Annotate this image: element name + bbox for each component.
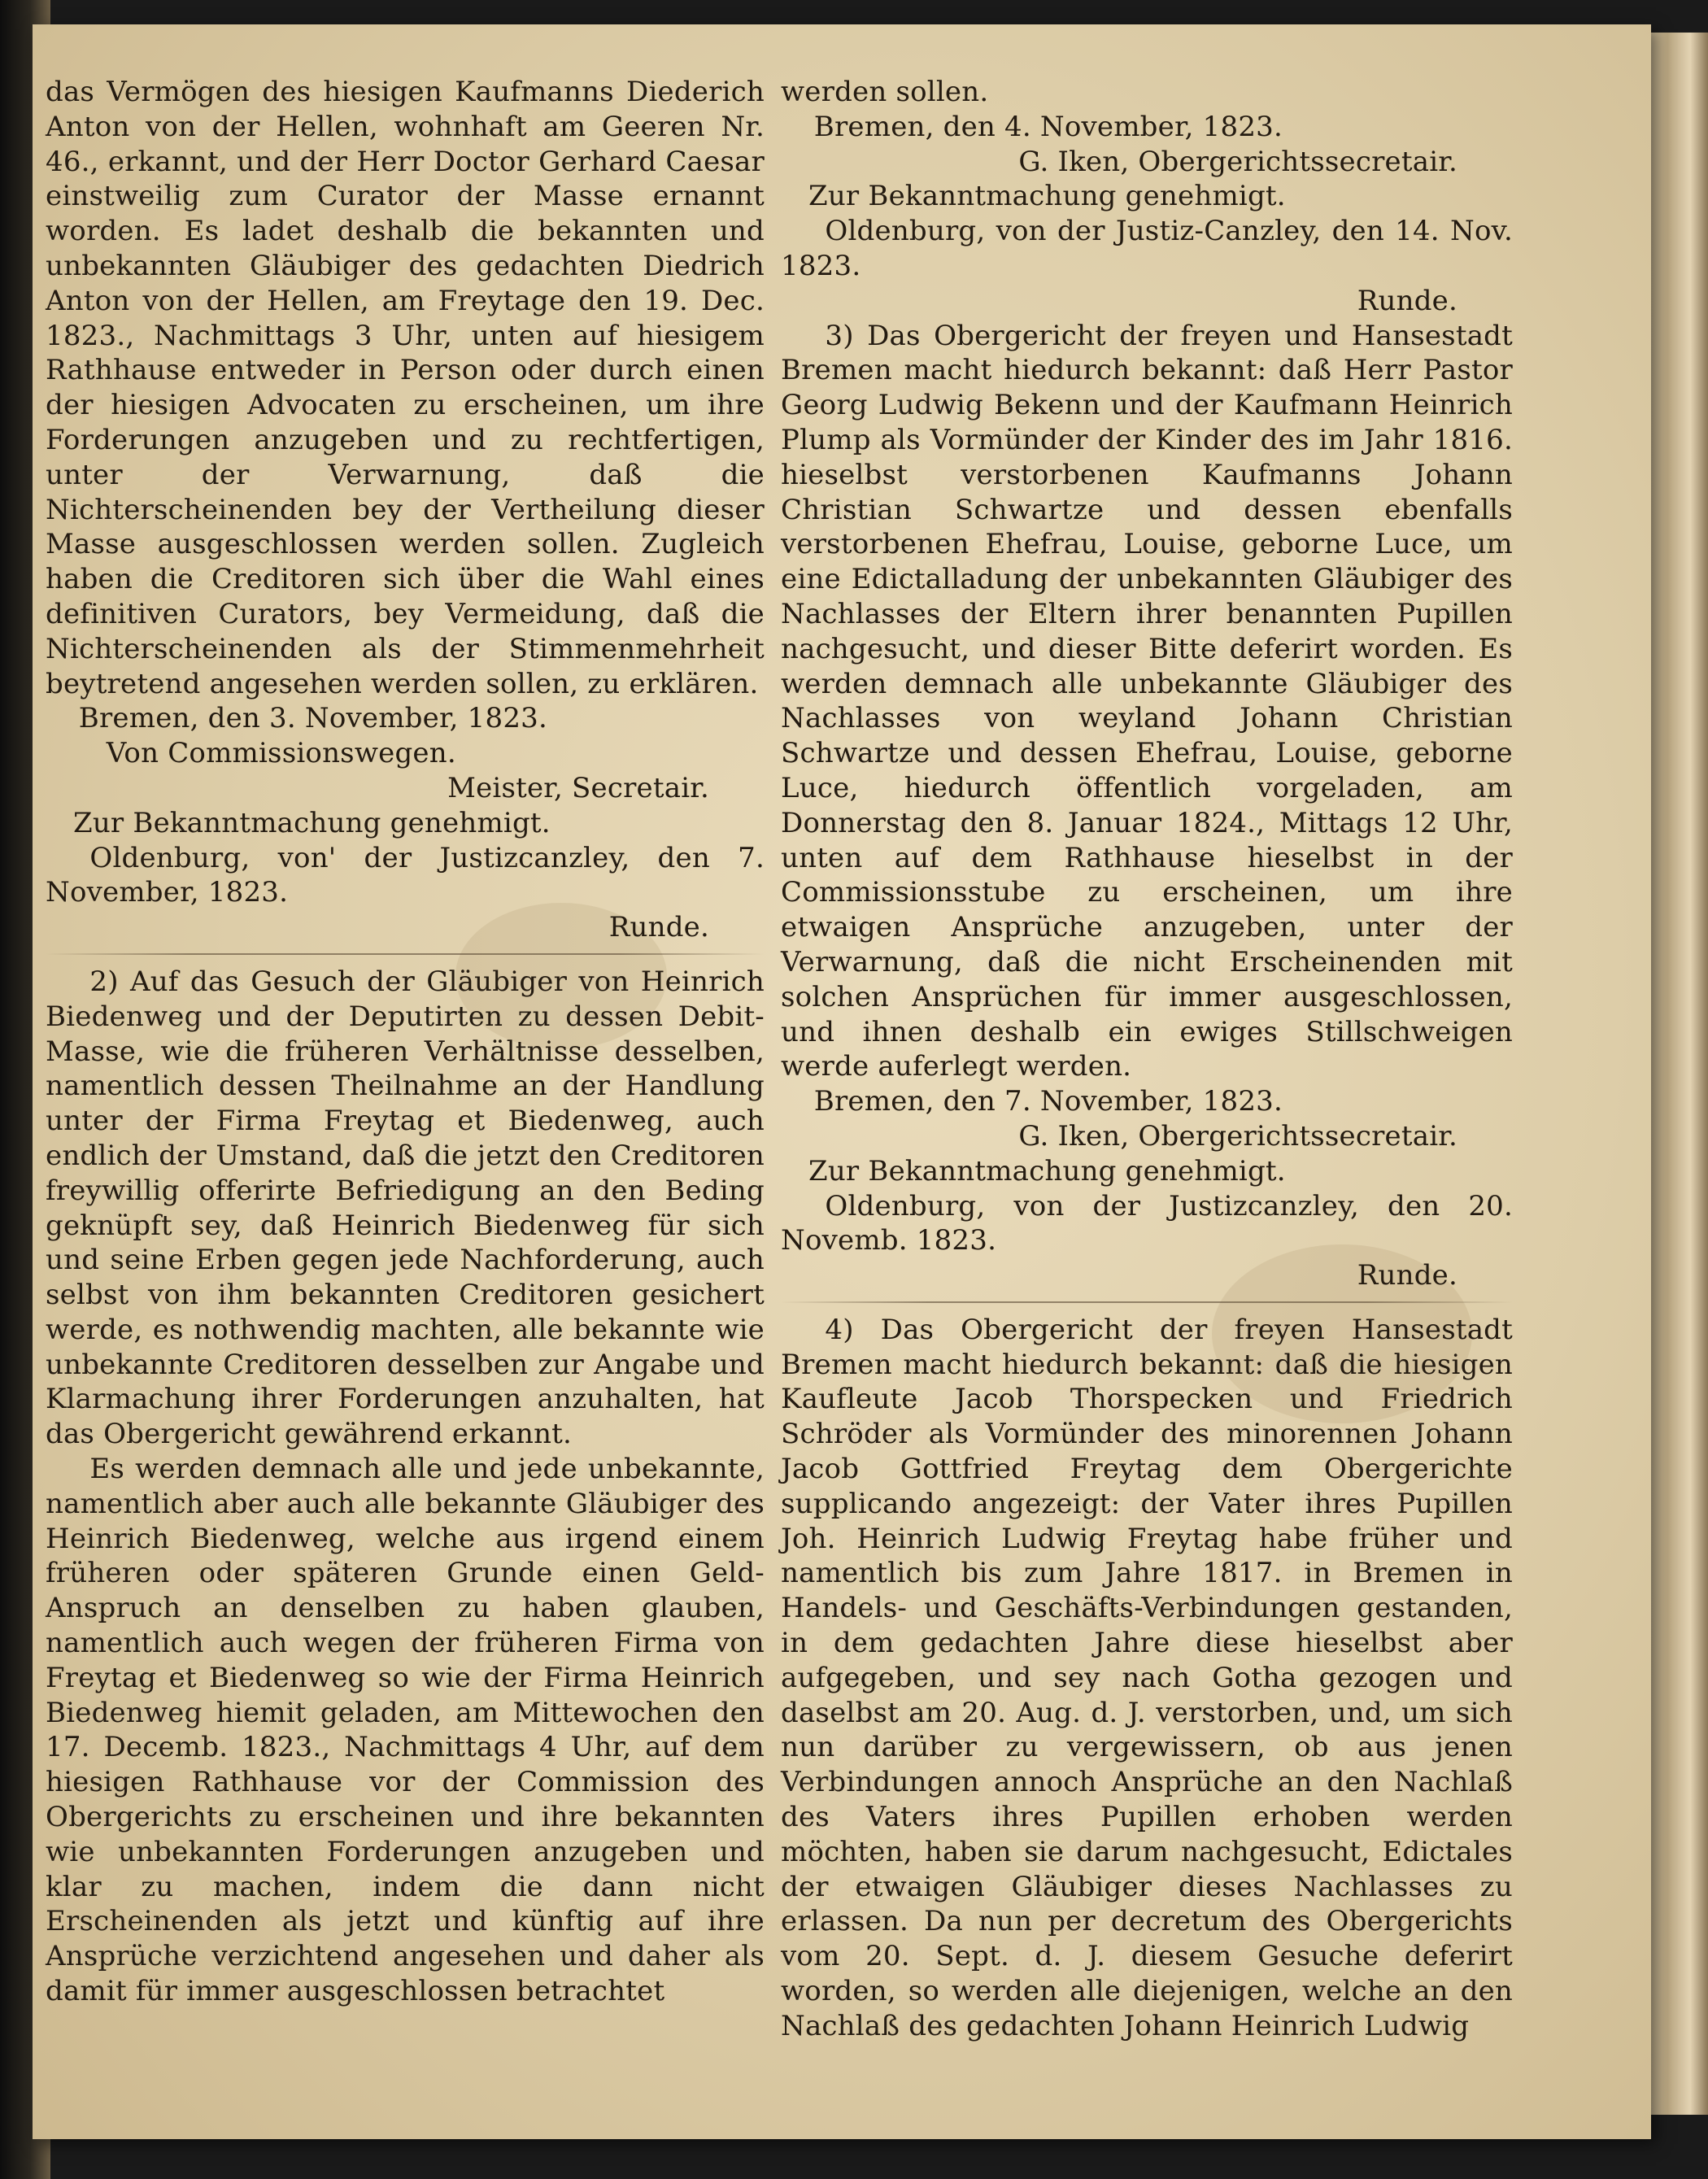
dateline: Bremen, den 4. November, 1823. bbox=[813, 110, 1283, 143]
approval-line: Zur Bekanntmachung genehmigt. bbox=[808, 1154, 1286, 1188]
signature: G. Iken, Obergerichtssecretair. bbox=[1018, 1119, 1457, 1153]
approval-line: Zur Bekanntmachung genehmigt. bbox=[808, 180, 1286, 213]
notice-paragraph: das Vermögen des hiesigen Kaufmanns Diederich Anton von der Hellen, wohnhaft am Geeren Nr. 46., erkannt, und der Herr Doctor Gerhard Caesar einstweilig zum Curator der Masse ernannt worden. Es ladet deshalb die bekannten und unbekannten Gläubiger des gedachten Diedrich Anton von der Hellen, am Freytage den 19. Dec. 1823., Nachmittags 3 Uhr, unten auf hiesigem Rathhause entweder in Person oder durch einen der hiesigen Advocaten zu erscheinen, um ihre Forderungen anzugeben und zu rechtfertigen, unter der Verwarnung, daß die Nichterscheinenden bey der Vertheilung dieser Masse ausgeschlossen werden sollen. Zugleich haben die Creditoren sich über die Wahl eines definitiven Curators, bey Vermeidung, daß die Nichterscheinenden als der Stimmenmehrheit beytretend angesehen werden sollen, zu erklären. bbox=[46, 76, 765, 700]
left-column bbox=[46, 75, 765, 2009]
signature: Runde. bbox=[1357, 284, 1457, 317]
continuation-line: werden sollen. bbox=[781, 76, 989, 108]
signature: Runde. bbox=[608, 911, 709, 944]
divider-rule bbox=[46, 953, 765, 955]
place-date-line: Oldenburg, von' der Justizcanzley, den 7. November, 1823. bbox=[46, 841, 765, 909]
signature: Meister, Secretair. bbox=[447, 771, 709, 804]
office-line: Von Commissionswegen. bbox=[106, 737, 456, 770]
dateline: Bremen, den 7. November, 1823. bbox=[813, 1085, 1283, 1118]
dateline: Bremen, den 3. November, 1823. bbox=[78, 702, 548, 735]
notice-paragraph: 4) Das Obergericht der freyen Hansestadt Bremen macht hiedurch bekannt: daß die hiesigen Kaufleute Jacob Thorspecken und Friedrich Schröder als Vormünder des minorennen Johann Jacob Gottfried Freytag dem Obergerichte supplicando angezeigt: der Vater ihres Pupillen Joh. Heinrich Ludwig Freytag habe früher und namentlich bis zum Jahre 1817. in Bremen in Handels- und Geschäfts-Verbindungen gestanden, in dem gedachten Jahre diese hieselbst aber aufgegeben, und sey nach Gotha gezogen und daselbst am 20. Aug. d. J. verstorben, und, um sich nun darüber zu vergewissern, ob aus jenen Verbindungen annoch Ansprüche an den Nachlaß des Vaters ihres Pupillen erhoben werden möchten, haben sie darum nachgesucht, Edictales der etwaigen Gläubiger dieses Nachlasses zu erlassen. Da nun per decretum des Obergerichts vom 20. Sept. d. J. diesem Gesuche deferirt worden, so werden alle diejenigen, welche an den Nachlaß des gedachten Johann Heinrich Ludwig bbox=[781, 1313, 1513, 2042]
notice-paragraph: 2) Auf das Gesuch der Gläubiger von Heinrich Biedenweg und der Deputirten zu dessen Debit-Masse, wie die früheren Verhältnisse desselben, namentlich dessen Theilnahme an der Handlung unter der Firma Freytag et Biedenweg, auch endlich der Umstand, daß die jetzt den Creditoren freywillig offerirte Befriedigung an den Beding geknüpft sey, daß Heinrich Biedenweg für sich und seine Erben gegen jede Nachforderung, auch selbst von ihm bekannten Creditoren gesichert werde, es nothwendig machten, alle bekannte wie unbekannte Creditoren desselben zur Angabe und Klarmachung ihrer Forderungen anzuhalten, hat das Obergericht gewährend erkannt. bbox=[46, 965, 765, 1451]
notice-paragraph: Es werden demnach alle und jede unbekannte, namentlich aber auch alle bekannte Gläubiger des Heinrich Biedenweg, welche aus irgend einem früheren oder späteren Grunde einen Geld-Anspruch an denselben zu haben glauben, namentlich auch wegen der früheren Firma von Freytag et Biedenweg so wie der Firma Heinrich Biedenweg hiemit geladen, am Mittewochen den 17. Decemb. 1823., Nachmittags 4 Uhr, auf dem hiesigen Rathhause vor der Commission des Obergerichts zu erscheinen und ihre bekannten wie unbekannten Forderungen anzugeben und klar zu machen, indem die dann nicht Erscheinenden als jetzt und künftig auf ihre Ansprüche verzichtend angesehen und daher als damit für immer ausgeschlossen betrachtet bbox=[46, 1453, 765, 2008]
document-page bbox=[33, 24, 1651, 2139]
place-date-line: Oldenburg, von der Justizcanzley, den 20. Novemb. 1823. bbox=[781, 1189, 1513, 1257]
right-column bbox=[781, 75, 1513, 2044]
approval-line: Zur Bekanntmachung genehmigt. bbox=[73, 806, 551, 839]
signature: G. Iken, Obergerichtssecretair. bbox=[1018, 145, 1457, 178]
place-date-line: Oldenburg, von der Justiz-Canzley, den 14. Nov. 1823. bbox=[781, 215, 1513, 282]
divider-rule bbox=[781, 1301, 1513, 1303]
notice-paragraph: 3) Das Obergericht der freyen und Hansestadt Bremen macht hiedurch bekannt: daß Herr Pastor Georg Ludwig Bekenn und der Kaufmann Heinrich Plump als Vormünder der Kinder des im Jahr 1816. hieselbst verstorbenen Kaufmanns Johann Christian Schwartze und dessen ebenfalls verstorbenen Ehefrau, Louise, geborne Luce, um eine Edictalladung der unbekannten Gläubiger des Nachlasses der Eltern ihrer benannten Pupillen nachgesucht, und dieser Bitte deferirt worden. Es werden demnach alle unbekannte Gläubiger des Nachlasses von weyland Johann Christian Schwartze und dessen Ehefrau, Louise, geborne Luce, hiedurch öffentlich vorgeladen, am Donnerstag den 8. Januar 1824., Mittags 12 Uhr, unten auf dem Rathhause hieselbst in der Commissionsstube zu erscheinen, um ihre etwaigen Ansprüche anzugeben, unter der Verwarnung, daß die nicht Erscheinenden mit solchen Ansprüchen für immer ausgeschlossen, und ihnen deshalb ein ewiges Stillschweigen werde auferlegt werden. bbox=[781, 319, 1513, 1083]
signature: Runde. bbox=[1357, 1259, 1457, 1292]
